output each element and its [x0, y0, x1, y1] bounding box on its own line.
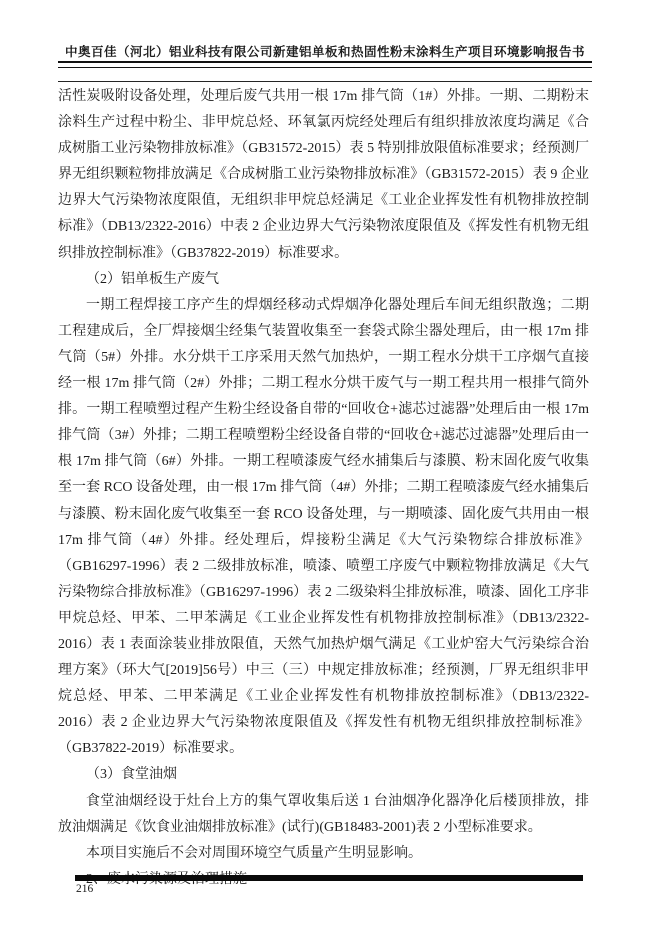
- header-double-rule: [58, 61, 592, 68]
- paragraph-subheading-canteen-fume: （3）食堂油烟: [86, 767, 177, 783]
- paragraph: 一期工程焊接工序产生的焊烟经移动式焊烟净化器处理后车间无组织散逸；二期工程建成后，全厂焊接烟尘经集气装置收集至一套袋式除尘器处理后，由一根 17m 排气筒（5#）外排。水分烘干工序采用天然气加热炉，一期工程水分烘干工序烟气直接经一根 17m 排气筒（2#）外排；二期工程水分烘干废气与一期工程共用一根排气筒外排。一期工程喷塑过程产生粉尘经设备自带的“回收仓+滤芯过滤器”处理后由一根 17m 排气筒（3#）外排；二期工程喷塑粉尘经设备自带的“回收仓+滤芯过滤器”处理后由一根 17m 排气筒（6#）外排。一期工程喷漆废气经水捕集后与漆膜、粉末固化废气收集至一套 RCO 设备处理，由一根 17m 排气筒（4#）外排；二期工程喷漆废气经水捕集后与漆膜、粉末固化废气收集至一套 RCO 设备处理，与一期喷漆、固化废气共用由一根 17m 排气筒（4#）外排。经处理后，焊接粉尘满足《大气污染物综合排放标准》（GB16297-1996）表 2 二级排放标准，喷漆、喷塑工序废气中颗粒物排放满足《大气污染物综合排放标准》（GB16297-1996）表 2 二级染料尘排放标准，喷漆、固化工序非甲烷总烃、甲苯、二甲苯满足《工业企业挥发性有机物排放控制标准》（DB13/2322-2016）表 1 表面涂装业排放限值，天然气加热炉烟气满足《工业炉窑大气污染综合治理方案》（环大气[2019]56号）中三（三）中规定排放标准；经预测，厂界无组织非甲烷总烃、甲苯、二甲苯满足《工业企业挥发性有机物排放控制标准》（DB13/2322-2016）表 2 企业边界大气污染物浓度限值及《挥发性有机物无组织排放控制标准》（GB37822-2019）标准要求。: [58, 297, 589, 757]
- body-top-rule: [58, 81, 592, 82]
- body-text-block: [58, 84, 589, 893]
- paragraph: 活性炭吸附设备处理，处理后废气共用一根 17m 排气筒（1#）外排。一期、二期粉末涂料生产过程中粉尘、非甲烷总烃、环氧氯丙烷经处理后有组织排放浓度均满足《合成树脂工业污染物排放标准》（GB31572-2015）表 5 特别排放限值标准要求；经预测厂界无组织颗粒物排放满足《合成树脂工业污染物排放标准》（GB31572-2015）表 9 企业边界大气污染物浓度限值，无组织非甲烷总烃满足《工业企业挥发性有机物排放控制标准》（DB13/2322-2016）中表 2 企业边界大气污染物浓度限值及《挥发性有机物无组织排放控制标准》（GB37822-2019）标准要求。: [58, 89, 589, 261]
- page-number: 216: [76, 883, 94, 895]
- paragraph-subheading-aluminum-panel-exhaust: （2）铝单板生产废气: [86, 271, 219, 287]
- page-header-title: 中奥百佳（河北）铝业科技有限公司新建铝单板和热固性粉末涂料生产项目环境影响报告书: [64, 45, 585, 59]
- footer-rule: [75, 875, 583, 881]
- paragraph: 食堂油烟经设于灶台上方的集气罩收集后送 1 台油烟净化器净化后楼顶排放，排放油烟满足《饮食业油烟排放标准》(试行)(GB18483-2001)表 2 小型标准要求。: [58, 793, 589, 835]
- paragraph: 本项目实施后不会对周围环境空气质量产生明显影响。: [86, 845, 422, 861]
